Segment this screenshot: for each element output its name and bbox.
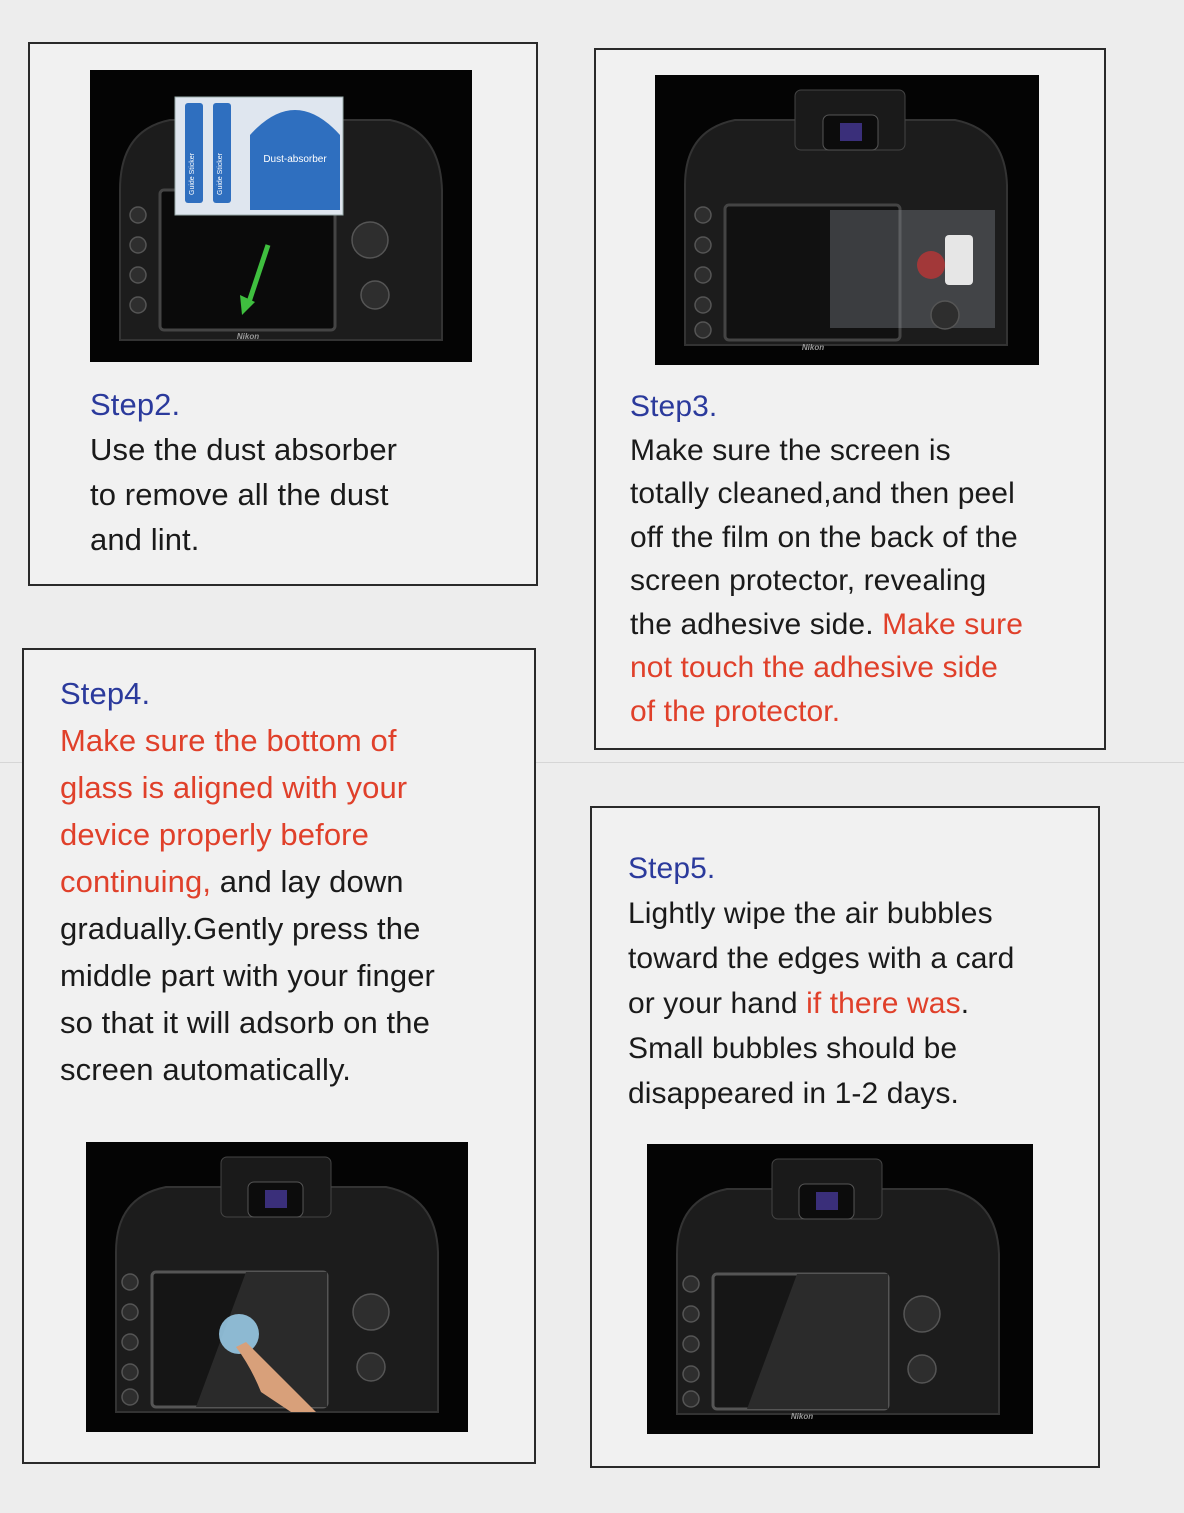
step4-panel — [22, 648, 536, 1464]
step3-line: Make sure the screen is — [630, 433, 951, 467]
step4-line-mixed — [60, 858, 435, 905]
step4-warning-line: Make sure the bottom of — [60, 723, 397, 758]
step2-title: Step2. — [90, 387, 181, 422]
step3-photo — [655, 75, 1039, 365]
step4-warning-line: device properly before — [60, 817, 369, 852]
step3-panel — [594, 48, 1106, 750]
step2-line: and lint. — [90, 522, 200, 557]
step3-line: off the film on the back of the — [630, 520, 1018, 554]
step3-line5-text: the adhesive side. — [630, 607, 883, 641]
camera-brand-label: Nikon — [790, 1412, 814, 1421]
step4-warning-line: glass is aligned with your — [60, 770, 408, 805]
step5-line3-end: . — [960, 987, 970, 1020]
camera-with-dust-absorber-illustration — [90, 70, 472, 362]
step3-line: screen protector, revealing — [630, 564, 987, 597]
step3-line: totally cleaned,and then peel — [630, 477, 1015, 510]
dust-absorber-label: Dust-absorber — [263, 154, 327, 165]
step5-panel — [590, 806, 1100, 1468]
step5-line: Small bubbles should be — [628, 1032, 958, 1065]
step4-line: so that it will adsorb on the — [60, 1005, 430, 1040]
camera-brand-label: Nikon — [236, 332, 260, 341]
step2-photo — [90, 70, 472, 362]
step4-line4-text: and lay down — [211, 864, 404, 899]
step3-text — [630, 385, 1023, 733]
step4-line: gradually.Gently press the — [60, 911, 421, 946]
step5-line-mixed — [628, 981, 1014, 1026]
step4-text — [60, 670, 435, 1093]
step3-warning-line: not touch the adhesive side — [630, 651, 998, 684]
step5-title: Step5. — [628, 852, 716, 885]
step5-line: toward the edges with a card — [628, 942, 1015, 975]
step5-line: disappeared in 1-2 days. — [628, 1077, 959, 1110]
camera-finished-protector-illustration — [647, 1144, 1033, 1434]
step2-line: to remove all the dust — [90, 477, 389, 512]
step2-text — [90, 382, 397, 562]
step5-warning-text: if there was — [806, 987, 961, 1020]
step3-warning-line: of the protector. — [630, 694, 841, 728]
guide-sticker-label-1: Guide Sticker — [189, 152, 196, 195]
step5-line3-text: or your hand — [628, 987, 807, 1020]
camera-pressing-protector-illustration — [86, 1142, 468, 1432]
step3-title: Step3. — [630, 390, 718, 423]
step2-panel — [28, 42, 538, 586]
step3-warning-text: Make sure — [882, 607, 1024, 641]
camera-peeling-film-illustration — [655, 75, 1039, 365]
step5-text — [628, 846, 1014, 1116]
step4-title: Step4. — [60, 676, 151, 711]
camera-brand-label: Nikon — [801, 343, 825, 352]
step5-line: Lightly wipe the air bubbles — [628, 897, 993, 930]
step4-line: middle part with your finger — [60, 958, 435, 993]
step2-line: Use the dust absorber — [90, 432, 398, 467]
step4-line: screen automatically. — [60, 1052, 351, 1087]
step4-warning-text: continuing, — [60, 864, 212, 899]
guide-sticker-label-2: Guide Sticker — [217, 152, 224, 195]
step4-photo — [86, 1142, 468, 1432]
step5-photo — [647, 1144, 1033, 1434]
step3-line-mixed — [630, 603, 1023, 647]
